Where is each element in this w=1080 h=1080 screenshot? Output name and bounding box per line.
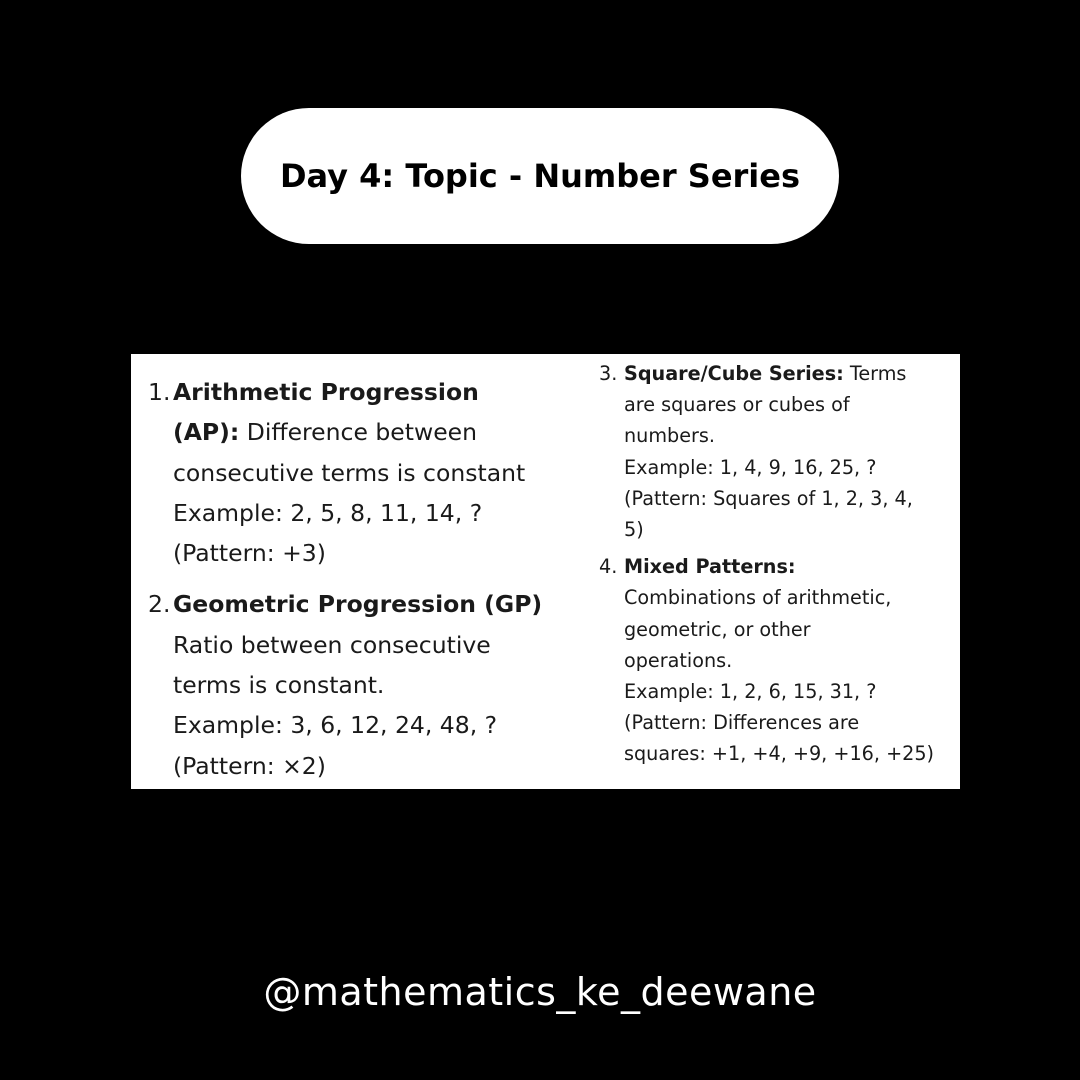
item-number: 2.: [148, 590, 171, 619]
item-example: Example: 2, 5, 8, 11, 14, ?: [173, 498, 483, 527]
item-text-line: consecutive terms is constant: [173, 458, 526, 487]
item-text-line: are squares or cubes of: [624, 393, 850, 417]
item-number: 3.: [599, 362, 618, 385]
item-number: 1.: [148, 378, 171, 406]
item-example: Example: 1, 2, 6, 15, 31, ?: [624, 680, 877, 704]
item-pattern: (Pattern: ×2): [173, 751, 326, 780]
page-title: Day 4: Topic - Number Series: [279, 157, 801, 195]
item-number: 4.: [599, 555, 618, 579]
item-pattern-continued: 5): [624, 518, 644, 542]
item-pattern-continued: squares: +1, +4, +9, +16, +25): [624, 742, 935, 766]
item-text-line: terms is constant.: [173, 671, 385, 700]
list-item-arithmetic-progression: [146, 372, 586, 573]
item-pattern: (Pattern: Squares of 1, 2, 3, 4,: [624, 486, 913, 510]
title-banner: [241, 108, 839, 244]
item-text-line: numbers.: [624, 424, 715, 448]
item-heading-line: [624, 358, 939, 389]
right-column: [599, 358, 939, 770]
list-item-mixed-patterns: [599, 551, 939, 769]
item-heading-line: [173, 412, 586, 452]
item-heading: Square/Cube Series:: [624, 362, 844, 385]
item-text-line: operations.: [624, 648, 733, 672]
item-pattern: (Pattern: Differences are: [624, 711, 860, 735]
item-example: Example: 3, 6, 12, 24, 48, ?: [173, 711, 498, 740]
social-handle: @mathematics_ke_deewane: [263, 970, 817, 1014]
item-heading: Mixed Patterns:: [624, 555, 796, 579]
list-item-square-cube-series: [599, 358, 939, 545]
item-intro-text: Difference between: [239, 418, 478, 447]
item-intro-text: Terms: [843, 362, 907, 385]
item-heading: Arithmetic Progression: [173, 378, 479, 406]
item-text-line: Ratio between consecutive: [173, 630, 491, 659]
list-item-geometric-progression: [146, 584, 586, 785]
item-pattern: (Pattern: +3): [173, 539, 326, 568]
item-heading: Geometric Progression (GP): [173, 590, 543, 619]
item-text-line: Combinations of arithmetic,: [624, 586, 892, 610]
item-example: Example: 1, 4, 9, 16, 25, ?: [624, 455, 877, 479]
item-text-line: geometric, or other: [624, 617, 811, 641]
content-card: [131, 354, 960, 789]
item-heading-continued: (AP):: [173, 418, 240, 447]
left-column: [146, 372, 586, 786]
